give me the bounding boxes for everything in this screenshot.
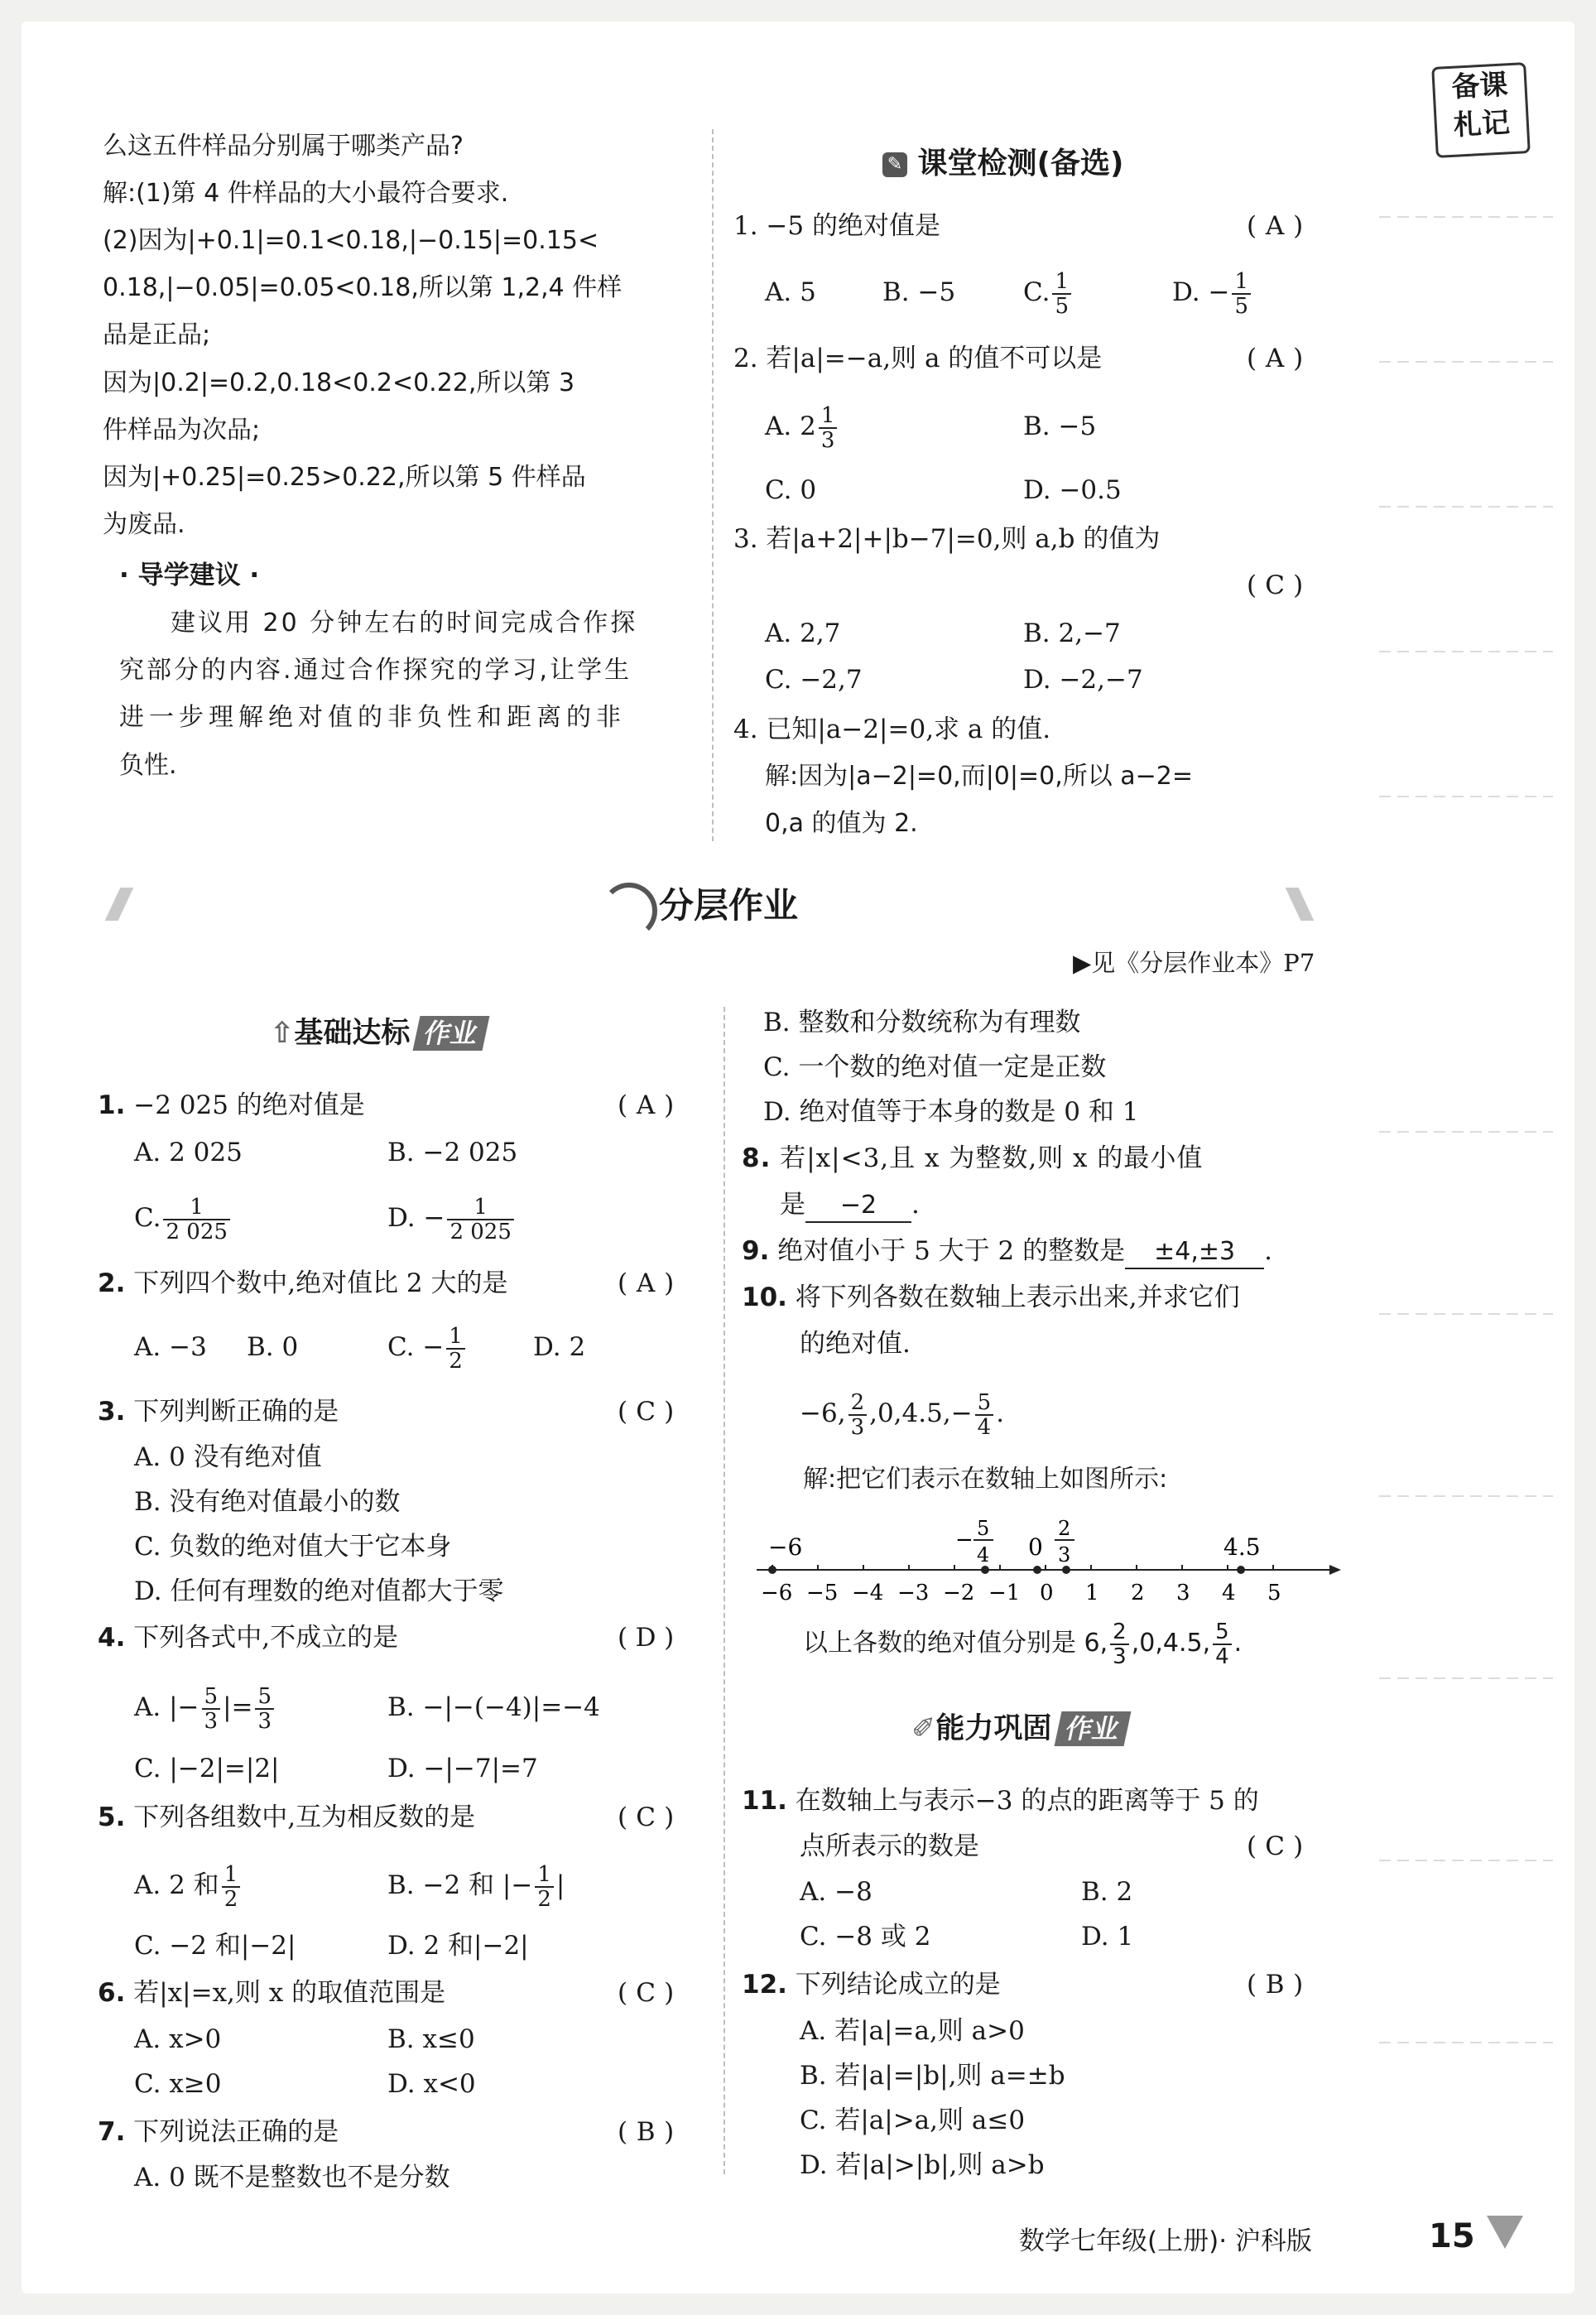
question-stem: 4. 下列各式中,不成立的是 (98, 1623, 399, 1653)
option: D. 若|a|>|b|,则 a>b (800, 2150, 1045, 2180)
layered-homework-title: 分层作业 (659, 885, 799, 926)
badge-top: 备课 (1450, 68, 1509, 104)
option: B. 若|a|=|b|,则 a=±b (800, 2061, 1065, 2091)
text-line: 因为|0.2|=0.2,0.18<0.2<0.22,所以第 3 (103, 368, 575, 397)
guide-title: · 导学建议 · (119, 561, 260, 590)
notes-badge (1431, 62, 1531, 158)
reference-text: ▶见《分层作业本》P7 (1073, 949, 1315, 977)
option: C. 若|a|>a,则 a≤0 (800, 2106, 1026, 2135)
option: D. 1 (1081, 1922, 1134, 1952)
tick-label: 3 (1176, 1581, 1190, 1605)
footer-book-title: 数学七年级(上册)· 沪科版 (1019, 2226, 1312, 2256)
point-2-3 (1062, 1566, 1070, 1574)
question-stem: 11. 在数轴上与表示−3 的点的距离等于 5 的 (742, 1786, 1259, 1816)
pencil-icon: ✎ (882, 152, 907, 177)
label-2-3-num: 2 (1058, 1517, 1071, 1540)
corner-arrow-icon (1487, 2216, 1523, 2249)
option: B. 2,−7 (1023, 618, 1121, 648)
point-neg6 (768, 1566, 776, 1574)
option: D. 任何有理数的绝对值都大于零 (134, 1576, 504, 1606)
tick-label: 4 (1222, 1581, 1236, 1605)
point-neg5-4 (981, 1566, 989, 1574)
solution-line: 解:因为|a−2|=0,而|0|=0,所以 a−2= (765, 762, 1194, 791)
question-stem: 4. 已知|a−2|=0,求 a 的值. (733, 715, 1051, 744)
label-2-3-den: 3 (1058, 1543, 1071, 1567)
question-stem: 1. −5 的绝对值是 (733, 211, 940, 241)
option: D. − $\frac{1}{5}$ (1172, 258, 1253, 326)
answer-bracket: ( A ) (618, 1090, 675, 1120)
answer-bracket: ( C ) (1247, 570, 1304, 600)
homework-tag: 作业 (413, 1016, 490, 1051)
answer-blank: −2 (805, 1190, 911, 1223)
option: A. 2,7 (765, 618, 841, 648)
option: B. 0 (247, 1332, 299, 1362)
text-line: 因为|+0.25|=0.25>0.22,所以第 5 件样品 (103, 463, 586, 492)
answer-bracket: ( C ) (618, 1397, 675, 1427)
option: B. −5 (882, 277, 956, 307)
point-zero (1033, 1566, 1041, 1574)
ability-section-title: ✐能力巩固 作业 (911, 1711, 1127, 1747)
number-line (750, 1495, 1346, 1620)
option: A. 若|a|=a,则 a>0 (800, 2016, 1025, 2046)
option: B. 2 (1081, 1877, 1133, 1907)
answer-bracket: ( A ) (618, 1268, 675, 1298)
question-stem: 5. 下列各组数中,互为相反数的是 (98, 1802, 476, 1832)
label-4-5: 4.5 (1223, 1533, 1261, 1561)
text-line: 么这五件样品分别属于哪类产品? (103, 132, 464, 161)
label-zero: 0 (1028, 1533, 1043, 1561)
option: B. −2 和 |− $\frac{1}{2}$ | (387, 1861, 565, 1912)
option: B. −|−(−4)|=−4 (387, 1692, 600, 1722)
option: B. x≤0 (387, 2024, 475, 2054)
ticks (761, 1565, 1281, 1605)
answer-bracket: ( C ) (618, 1978, 675, 2008)
option: D. −2,−7 (1023, 665, 1143, 695)
option: A. x>0 (134, 2024, 222, 2054)
question-stem: 8. 若|x|<3,且 x 为整数,则 x 的最小值 (742, 1143, 1204, 1173)
text-line: 0.18,|−0.05|=0.05<0.18,所以第 1,2,4 件样 (103, 273, 623, 302)
banner-right-mark (1286, 888, 1315, 921)
option: C. $\frac{1}{5}$ (1023, 258, 1074, 326)
option: C. −2 和|−2| (134, 1931, 296, 1961)
option: A. 2 $\frac{1}{3}$ (765, 392, 839, 460)
homework-tag: 作业 (1055, 1711, 1132, 1746)
option: C. − $\frac{1}{2}$ (387, 1313, 468, 1381)
point-4-5 (1237, 1566, 1245, 1574)
number-list: −6, $\frac{2}{3}$ ,0,4.5,− $\frac{5}{4}$ . (800, 1389, 1005, 1440)
option: C. 负数的绝对值大于它本身 (134, 1532, 452, 1562)
question-stem: 2. 若|a|=−a,则 a 的值不可以是 (733, 344, 1103, 373)
option: A. 2 025 (134, 1138, 243, 1167)
option: A. 2 和 $\frac{1}{2}$ (134, 1851, 243, 1919)
answer-bracket: ( B ) (1247, 1970, 1304, 2000)
tick-label: 0 (1040, 1581, 1054, 1605)
tick-label: −2 (943, 1581, 975, 1605)
guide-line: 建议用 20 分钟左右的时间完成合作探 (171, 609, 638, 638)
option: A. −8 (800, 1877, 873, 1907)
question-stem: 3. 若|a+2|+|b−7|=0,则 a,b 的值为 (733, 524, 1161, 554)
tick-label: −3 (897, 1581, 930, 1605)
answer-bracket: ( C ) (1247, 1831, 1304, 1861)
question-stem: 9. 绝对值小于 5 大于 2 的整数是 ±4,±3 . (742, 1235, 1272, 1269)
tick-label: 1 (1085, 1581, 1099, 1605)
option: B. 没有绝对值最小的数 (134, 1487, 401, 1517)
option: A. 5 (765, 277, 816, 307)
textbook-page (22, 22, 1574, 2293)
basic-section-title: ⇧基础达标 作业 (270, 1015, 486, 1052)
option: A. 0 没有绝对值 (134, 1442, 322, 1472)
option: C. −8 或 2 (800, 1922, 931, 1952)
option: B. −5 (1023, 412, 1097, 441)
tick-label: −6 (761, 1581, 793, 1605)
answer-blank: ±4,±3 (1125, 1236, 1264, 1269)
question-stem: 3. 下列判断正确的是 (98, 1397, 339, 1427)
guide-line: 负性. (119, 751, 177, 780)
option: C. 一个数的绝对值一定是正数 (763, 1052, 1107, 1082)
option: D. x<0 (387, 2069, 476, 2099)
option: A. 0 既不是整数也不是分数 (134, 2163, 450, 2192)
fill-blank-line: 是 −2 . (780, 1189, 920, 1223)
text-line: 解:(1)第 4 件样品的大小最符合要求. (103, 179, 509, 208)
tick-label: 2 (1131, 1581, 1145, 1605)
tick-label: −5 (806, 1581, 839, 1605)
tick-label: −4 (852, 1581, 884, 1605)
question-stem: 1. −2 025 的绝对值是 (98, 1090, 365, 1120)
question-stem: 点所表示的数是 (800, 1831, 979, 1861)
tick-label: −1 (988, 1581, 1021, 1605)
question-stem: 2. 下列四个数中,绝对值比 2 大的是 (98, 1268, 508, 1298)
answer-bracket: ( D ) (618, 1623, 675, 1653)
question-stem: 12. 下列结论成立的是 (742, 1970, 1001, 2000)
answer-bracket: ( B ) (618, 2117, 675, 2147)
answer-bracket: ( A ) (1247, 344, 1304, 373)
swirl-icon (601, 883, 657, 939)
text-line: 品是正品; (103, 320, 211, 349)
label-neg5-4-num: 5 (977, 1517, 990, 1540)
option: A. |− $\frac{5}{3}$ |= $\frac{5}{3}$ (134, 1673, 276, 1741)
text-line: 为废品. (103, 510, 185, 539)
guide-line: 进一步理解绝对值的非负性和距离的非 (119, 703, 626, 732)
banner-left-mark (105, 888, 134, 921)
label-neg5-4-den: 4 (977, 1543, 990, 1567)
label-neg-sign: − (955, 1528, 973, 1552)
question-stem: 的绝对值. (800, 1329, 911, 1359)
answer-bracket: ( A ) (1247, 211, 1304, 241)
option: A. −3 (134, 1332, 207, 1362)
option: D. 2 和|−2| (387, 1931, 529, 1961)
option: B. 整数和分数统称为有理数 (763, 1008, 1081, 1037)
tick-label: 5 (1267, 1581, 1281, 1605)
guide-line: 究部分的内容.通过合作探究的学习,让学生 (119, 656, 632, 685)
text-line: 件样品为次品; (103, 416, 261, 445)
solution-line: 解:把它们表示在数轴上如图所示: (803, 1465, 1168, 1494)
solution-line: 以上各数的绝对值分别是 6, $\frac{2}{3}$ ,0,4.5, $\frac{5}{4}$ . (803, 1619, 1243, 1669)
option: B. −2 025 (387, 1138, 518, 1167)
solution-line: 0,a 的值为 2. (765, 809, 918, 838)
question-stem: 7. 下列说法正确的是 (98, 2117, 339, 2147)
option: D. 绝对值等于本身的数是 0 和 1 (763, 1097, 1139, 1127)
label-neg6: −6 (768, 1533, 803, 1561)
option: D. −|−7|=7 (387, 1754, 538, 1783)
page-number: 15 (1429, 2217, 1475, 2255)
option: D. 2 (533, 1332, 586, 1362)
answer-bracket: ( C ) (618, 1802, 675, 1832)
pen-icon: ✐ (911, 1712, 936, 1745)
option: C. x≥0 (134, 2069, 222, 2099)
text-line: (2)因为|+0.1|=0.1<0.18,|−0.15|=0.15< (103, 226, 599, 255)
option: D. −0.5 (1023, 475, 1122, 505)
badge-bottom: 札记 (1452, 106, 1511, 142)
question-stem: 10. 将下列各数在数轴上表示出来,并求它们 (742, 1283, 1240, 1312)
option: C. 0 (765, 475, 817, 505)
option: D. − $\frac{1}{2 025}$ (387, 1184, 517, 1252)
option: C. $\frac{1}{2 025}$ (134, 1184, 233, 1252)
option: C. |−2|=|2| (134, 1754, 280, 1783)
up-arrow-icon: ⇧ (270, 1017, 295, 1050)
classroom-check-title: ✎ 课堂检测(备选) (882, 146, 1123, 182)
question-stem: 6. 若|x|=x,则 x 的取值范围是 (98, 1978, 446, 2008)
option: C. −2,7 (765, 665, 863, 695)
